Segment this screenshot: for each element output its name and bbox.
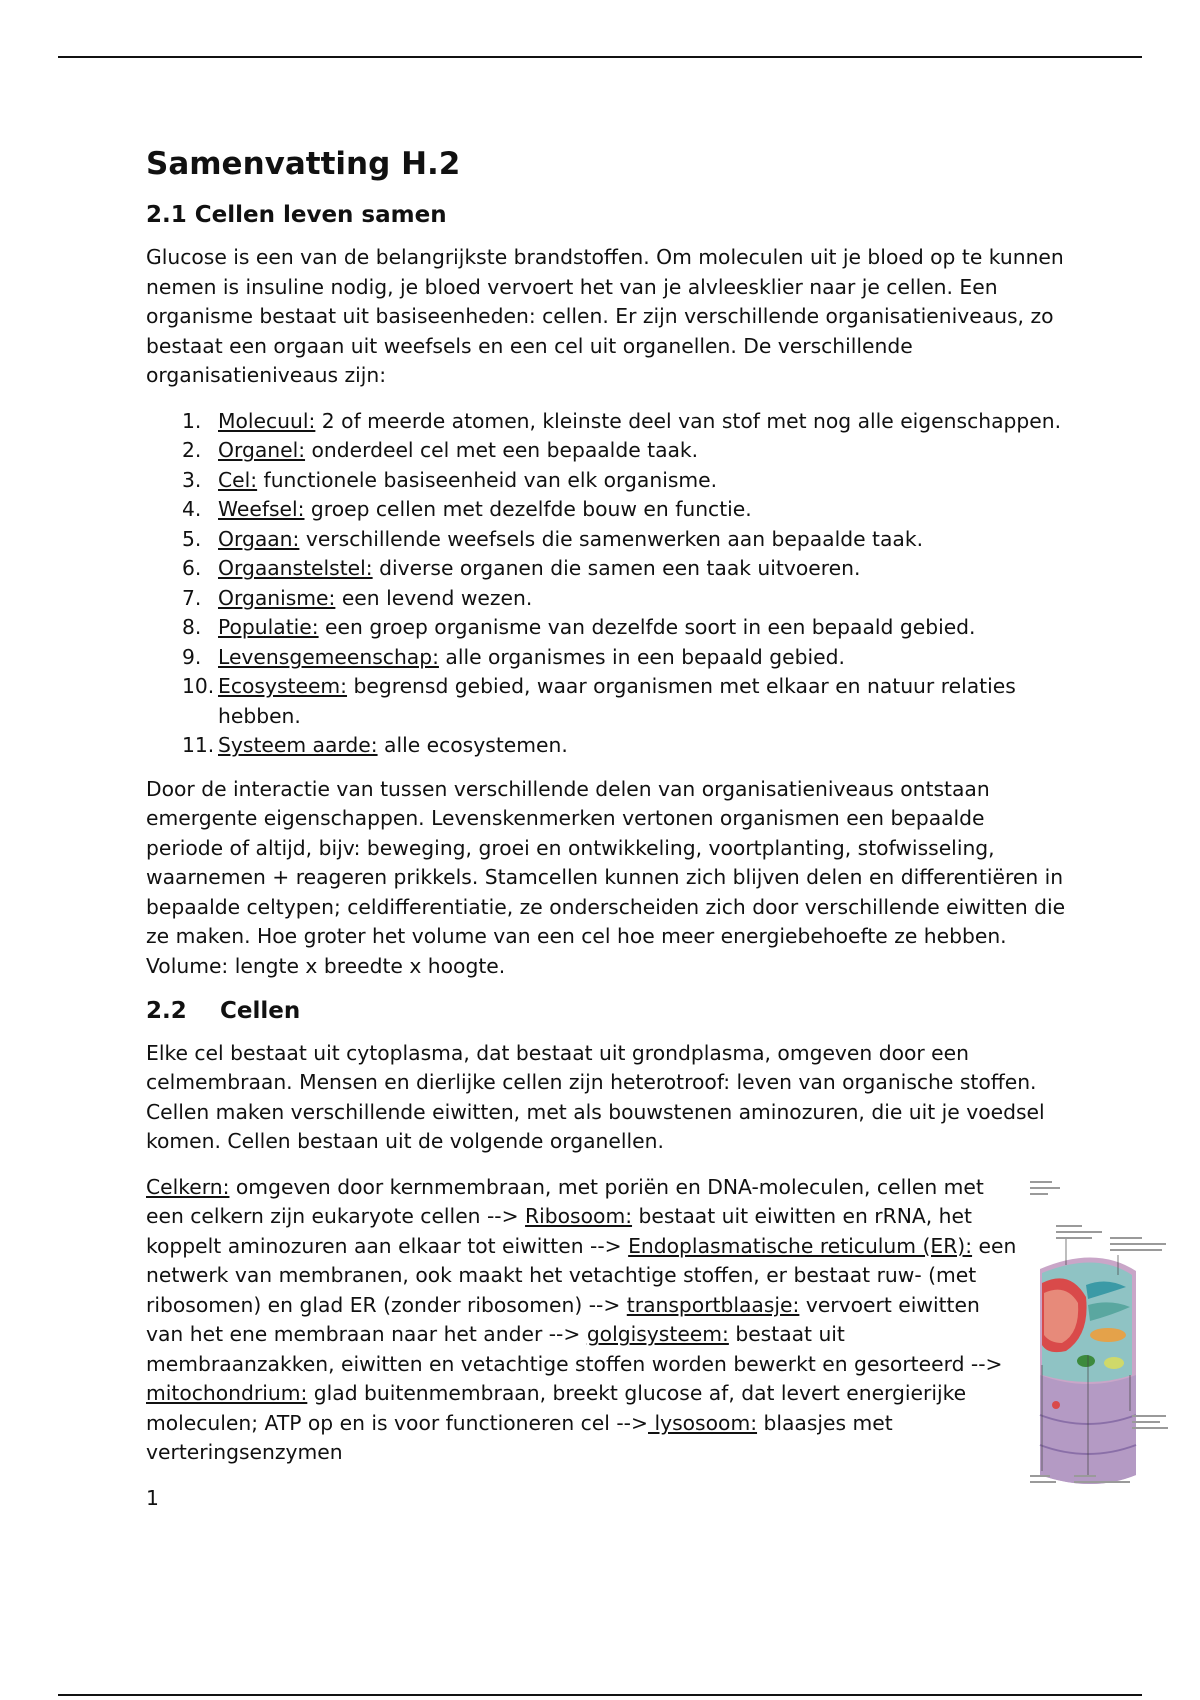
page-number: 1: [146, 1485, 159, 1510]
level-number: 5.: [182, 526, 202, 551]
desc-lysosoom: blaasjes met verteringsenzymen: [146, 1410, 893, 1465]
desc-mitochondrium: glad buitenmembraan, breekt glucose af, dat levert energierijke moleculen; ATP op en is voor functioneren cel -->: [146, 1381, 967, 1435]
level-term: Organel:: [218, 438, 306, 463]
term-lysosoom: lysosoom:: [648, 1410, 758, 1435]
desc-golgisysteem: bestaat uit membraanzakken, eiwitten en vetachtige stoffen worden bewerkt en gesorteerd -->: [146, 1322, 1003, 1376]
level-term: Organisme:: [218, 585, 336, 610]
level-item: [146, 613, 1066, 643]
level-description: 2 of meerde atomen, kleinste deel van stof met nog alle eigenschappen.: [315, 408, 1062, 433]
lysosome-shape: [1077, 1355, 1095, 1367]
level-description: begrensd gebied, waar organismen met elkaar en natuur relaties hebben.: [218, 674, 1016, 728]
document-page: [146, 140, 1066, 1513]
desc-transportblaasje: vervoert eiwitten van het ene membraan naar het ander -->: [146, 1292, 980, 1347]
level-term: Populatie:: [218, 615, 319, 640]
level-item: [146, 495, 1066, 525]
level-number: 7.: [182, 585, 202, 610]
document-title: Samenvatting H.2: [146, 146, 461, 182]
level-number: 11.: [182, 733, 215, 758]
top-rule: [58, 56, 1142, 58]
level-item: [146, 643, 1066, 673]
membrane-protein-dot: [1052, 1401, 1060, 1409]
section-1-intro: Glucose is een van de belangrijkste brandstoffen. Om moleculen uit je bloed op te kunnen nemen is insuline nodig, je bloed vervoert het van je alvleesklier naar je cellen. Een organisme bestaat uit basiseenheden: cellen. Er zijn verschillende organisatieniveaus, zo bestaat een orgaan uit weefsels en een cel uit organellen. De verschillende organisatieniveaus zijn:: [146, 245, 1064, 388]
level-number: 10.: [182, 674, 215, 699]
level-term: Orgaanstelstel:: [218, 556, 373, 581]
level-item: [146, 466, 1066, 496]
level-description: onderdeel cel met een bepaalde taak.: [305, 438, 699, 463]
level-term: Cel:: [218, 467, 258, 492]
organelles-paragraph: [146, 1173, 1021, 1468]
section-number: 2.2: [146, 998, 187, 1025]
level-item: [146, 436, 1066, 466]
level-description: diverse organen die samen een taak uitvoeren.: [372, 556, 861, 581]
desc-ribosoom: bestaat uit eiwitten en rRNA, het koppelt aminozuren aan elkaar tot eiwitten -->: [146, 1204, 972, 1258]
level-item: [146, 584, 1066, 614]
level-description: functionele basiseenheid van elk organisme.: [257, 467, 718, 492]
level-number: 8.: [182, 615, 202, 640]
level-term: Molecuul:: [218, 408, 316, 433]
term-mitochondrium: mitochondrium:: [146, 1381, 308, 1406]
term-transportblaasje: transportblaasje:: [626, 1292, 800, 1317]
level-term: Weefsel:: [218, 497, 305, 522]
level-number: 2.: [182, 438, 202, 463]
term-ribosoom: Ribosoom:: [525, 1204, 633, 1229]
level-description: verschillende weefsels die samenwerken aan bepaalde taak.: [299, 526, 924, 551]
organisation-levels-list: [146, 407, 1066, 761]
section-title: Cellen: [220, 998, 301, 1025]
bottom-rule: [58, 1694, 1142, 1696]
level-number: 6.: [182, 556, 202, 581]
level-description: alle organismes in een bepaald gebied.: [438, 644, 845, 669]
term-golgisysteem: golgisysteem:: [586, 1322, 729, 1347]
level-item: [146, 672, 1066, 731]
level-term: Systeem aarde:: [218, 733, 378, 758]
level-description: groep cellen met dezelfde bouw en functie.: [304, 497, 752, 522]
term-er: Endoplasmatische reticulum (ER):: [628, 1233, 973, 1258]
level-item: [146, 525, 1066, 555]
level-term: Orgaan:: [218, 526, 300, 551]
level-number: 9.: [182, 644, 202, 669]
level-term: Levensgemeenschap:: [218, 644, 439, 669]
level-item: [146, 407, 1066, 437]
level-number: 4.: [182, 497, 202, 522]
level-description: alle ecosystemen.: [377, 733, 568, 758]
term-celkern: Celkern:: [146, 1174, 230, 1199]
level-term: Ecosysteem:: [218, 674, 348, 699]
organelles-block: [146, 1173, 1066, 1468]
cell-illustration: [1026, 1175, 1171, 1523]
section-1-closing: Door de interactie van tussen verschillende delen van organisatieniveaus ontstaan emergente eigenschappen. Levenskenmerken vertonen organismen een bepaalde periode of altijd, bijv: beweging, groei en ontwikkeling, voortplanting, stofwisseling, waarnemen + reageren prikkels. Stamcellen kunnen zich blijven delen en differentiëren in bepaalde celtypen; celdifferentiatie, ze onderscheiden zich door verschillende eiwitten die ze maken. Hoe groter het volume van een cel hoe meer energiebehoefte ze hebben. Volume: lengte x breedte x hoogte.: [146, 776, 1066, 978]
desc-er: een netwerk van membranen, ook maakt het vetachtige stoffen, er bestaat ruw- (met ribosomen) en glad ER (zonder ribosomen) -->: [146, 1233, 1017, 1317]
mitochondrion-shape: [1090, 1328, 1126, 1342]
section-heading-2-1: 2.1 Cellen leven samen: [146, 202, 447, 229]
section-2-intro: Elke cel bestaat uit cytoplasma, dat bestaat uit grondplasma, omgeven door een celmembraan. Mensen en dierlijke cellen zijn heterotroof: leven van organische stoffen. Cellen maken verschillende eiwitten, met als bouwstenen aminozuren, die uit je voedsel komen. Cellen bestaan uit de volgende organellen.: [146, 1040, 1045, 1154]
level-number: 3.: [182, 467, 202, 492]
level-number: 1.: [182, 408, 202, 433]
section-heading-2-2: [146, 997, 1066, 1027]
level-description: een levend wezen.: [335, 585, 533, 610]
level-item: [146, 731, 1066, 761]
desc-celkern: omgeven door kernmembraan, met poriën en DNA-moleculen, cellen met een celkern zijn eukaryote cellen -->: [146, 1174, 984, 1229]
level-description: een groep organisme van dezelfde soort in een bepaald gebied.: [318, 615, 976, 640]
level-item: [146, 554, 1066, 584]
vesicle-shape: [1104, 1357, 1124, 1369]
